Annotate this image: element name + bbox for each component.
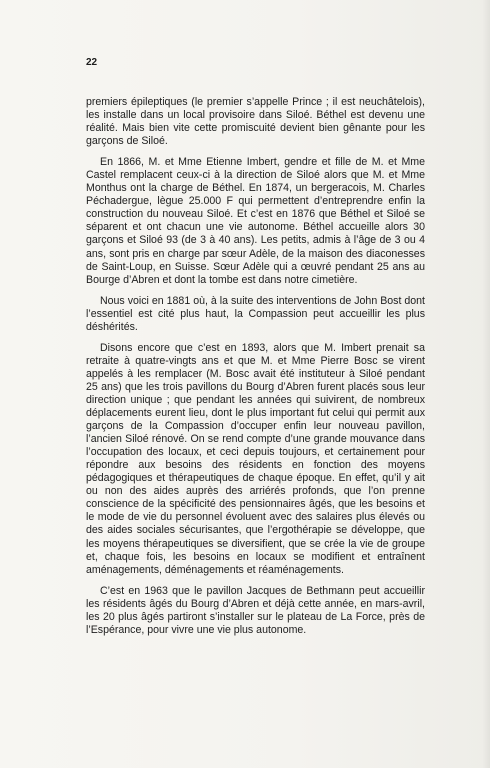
body-text <box>86 96 425 637</box>
paragraph-1: premiers épileptiques (le premier s’appelle Prince ; il est neuchâtelois), les installe dans un local provisoire dans Siloé. Béthel est devenu une réalité. Mais bien vite cette promiscuité devient bien gênante pour les garçons de Siloé. <box>86 96 425 148</box>
paragraph-4: Disons encore que c’est en 1893, alors que M. Imbert prenait sa retraite à quatre-vingts ans et que M. et Mme Pierre Bosc se virent appelés à les remplacer (M. Bosc avait été instituteur à Siloé pendant 25 ans) que les trois pavillons du Bourg d’Abren furent placés sous leur direction unique ; que pendant les années qui suivirent, de nombreux déplacements eurent lieu, dont le plus important fut celui qui permit aux garçons de la Compassion d’occuper enfin leur nouveau pavillon, l’ancien Siloé rénové. On se rend compte d’une grande mouvance dans l’occupation des locaux, et ceci depuis toujours, et certainement pour répondre aux besoins des résidents en fonction des moyens pédagogiques et thérapeutiques de chaque époque. En effet, qu’il y ait ou non des aides auprès des arriérés profonds, que l’on prenne conscience de la spécificité des pensionnaires âgés, que les besoins et le mode de vie du personnel évoluent avec des salaires plus élevés ou des aides sociales sécurisantes, que l’ergothérapie se développe, que les moyens thérapeutiques se diversifient, que se crée la vie de groupe et, chaque fois, les besoins en locaux se modifient et entraînent aménagements, déménagements et réaménagements. <box>86 341 425 576</box>
page-number: 22 <box>86 57 98 68</box>
paragraph-3: Nous voici en 1881 où, à la suite des interventions de John Bost dont l’essentiel est cité plus haut, la Compassion peut accueillir les plus déshérités. <box>86 294 425 333</box>
paragraph-2: En 1866, M. et Mme Etienne Imbert, gendre et fille de M. et Mme Castel remplacent ceux-ci à la direction de Siloé alors que M. et Mme Monthus ont la charge de Béthel. En 1874, un bergeracois, M. Charles Péchadergue, lègue 25.000 F qui permettent d’entreprendre enfin la construction du nouveau Siloé. Et c’est en 1876 que Béthel et Siloé se séparent et ont chacun une vie autonome. Béthel accueille alors 30 garçons et Siloé 93 (de 3 à 40 ans). Les petits, admis à l’âge de 3 ou 4 ans, sont pris en charge par sœur Adèle, de la maison des diaconesses de Saint-Loup, en Suisse. Sœur Adèle qui a œuvré pendant 25 ans au Bourge d’Abren et dont la tombe est dans notre cimetière. <box>86 156 425 286</box>
page-edge-shadow <box>482 0 490 768</box>
paragraph-5: C’est en 1963 que le pavillon Jacques de Bethmann peut accueillir les résidents âgés du Bourg d’Abren et déjà cette année, en mars-avril, les 20 plus âgés partiront s’installer sur le plateau de La Force, près de l’Espérance, pour vivre une vie plus autonome. <box>86 584 425 636</box>
